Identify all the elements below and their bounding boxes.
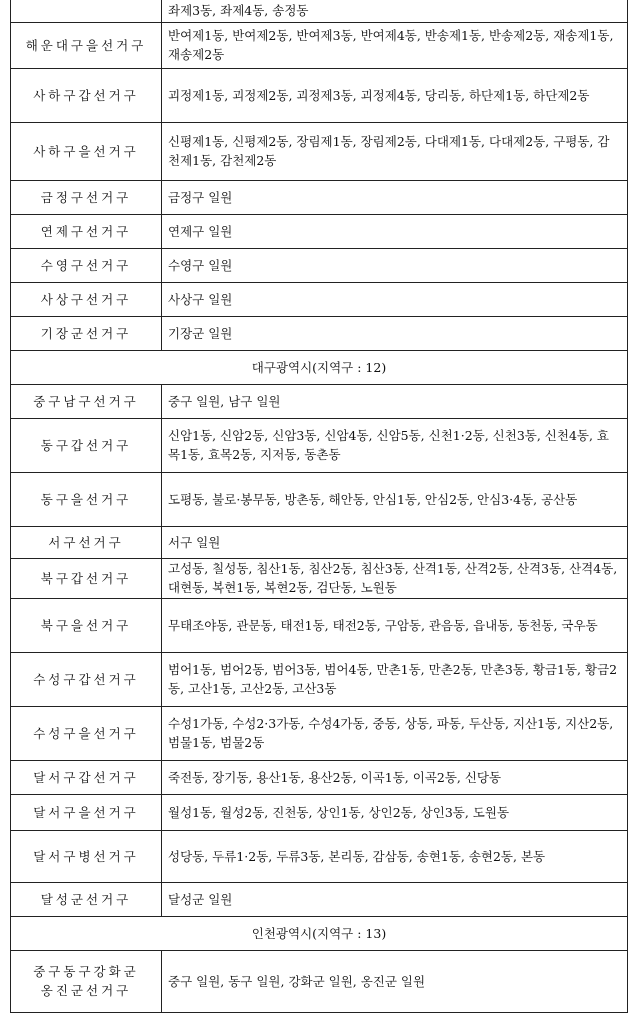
table-row	[11, 598, 628, 652]
table-row	[11, 248, 628, 282]
table-row	[11, 282, 628, 316]
district-area: 신암1동, 신암2동, 신암3동, 신암4동, 신암5동, 신천1·2동, 신천3동, 신천4동, 효목1동, 효목2동, 지저동, 동촌동	[162, 418, 628, 472]
district-area: 좌제3동, 좌제4동, 송정동	[162, 0, 628, 22]
district-area: 죽전동, 장기동, 용산1동, 용산2동, 이곡1동, 이곡2동, 신당동	[162, 760, 628, 794]
table-row	[11, 652, 628, 706]
district-area: 금정구 일원	[162, 180, 628, 214]
district-name: 달서구을선거구	[11, 794, 162, 830]
district-area: 달성군 일원	[162, 882, 628, 916]
section-header-row	[11, 350, 628, 384]
district-area: 기장군 일원	[162, 316, 628, 350]
district-table	[10, 0, 628, 1013]
district-name: 해운대구을선거구	[11, 22, 162, 68]
table-row	[11, 830, 628, 882]
table-row	[11, 526, 628, 558]
table-row	[11, 22, 628, 68]
table-row	[11, 0, 628, 22]
section-header: 인천광역시(지역구 : 13)	[11, 916, 628, 950]
district-area: 성당동, 두류1·2동, 두류3동, 본리동, 감삼동, 송현1동, 송현2동, 본동	[162, 830, 628, 882]
district-name: 동구갑선거구	[11, 418, 162, 472]
district-name: 서구선거구	[11, 526, 162, 558]
district-area: 수영구 일원	[162, 248, 628, 282]
district-area: 도평동, 불로·봉무동, 방촌동, 해안동, 안심1동, 안심2동, 안심3·4동, 공산동	[162, 472, 628, 526]
district-name-line: 중구동구강화군	[33, 964, 139, 979]
table-row	[11, 760, 628, 794]
table-row	[11, 384, 628, 418]
table-row	[11, 68, 628, 122]
table-row	[11, 882, 628, 916]
table-row	[11, 950, 628, 1012]
district-name: 사상구선거구	[11, 282, 162, 316]
district-name: 수영구선거구	[11, 248, 162, 282]
district-name: 동구을선거구	[11, 472, 162, 526]
district-name	[11, 950, 162, 1012]
district-area: 신평제1동, 신평제2동, 장림제1동, 장림제2동, 다대제1동, 다대제2동, 구평동, 감천제1동, 감천제2동	[162, 122, 628, 180]
district-name: 연제구선거구	[11, 214, 162, 248]
district-area: 반여제1동, 반여제2동, 반여제3동, 반여제4동, 반송제1동, 반송제2동, 재송제1동, 재송제2동	[162, 22, 628, 68]
section-header-row	[11, 916, 628, 950]
district-area: 수성1가동, 수성2·3가동, 수성4가동, 중동, 상동, 파동, 두산동, 지산1동, 지산2동, 범물1동, 범물2동	[162, 706, 628, 760]
district-area: 무태조야동, 관문동, 태전1동, 태전2동, 구암동, 관음동, 읍내동, 동천동, 국우동	[162, 598, 628, 652]
district-area: 사상구 일원	[162, 282, 628, 316]
district-name: 북구을선거구	[11, 598, 162, 652]
table-row	[11, 706, 628, 760]
section-header: 대구광역시(지역구 : 12)	[11, 350, 628, 384]
district-name	[11, 0, 162, 22]
district-area: 괴정제1동, 괴정제2동, 괴정제3동, 괴정제4동, 당리동, 하단제1동, 하단제2동	[162, 68, 628, 122]
district-name-line: 옹진군선거구	[40, 983, 132, 998]
table-row	[11, 122, 628, 180]
district-name: 달성군선거구	[11, 882, 162, 916]
district-name: 달서구갑선거구	[11, 760, 162, 794]
district-name: 북구갑선거구	[11, 558, 162, 598]
district-name: 사하구갑선거구	[11, 68, 162, 122]
district-name: 중구남구선거구	[11, 384, 162, 418]
district-area: 연제구 일원	[162, 214, 628, 248]
district-area: 중구 일원, 남구 일원	[162, 384, 628, 418]
table-row	[11, 472, 628, 526]
district-table-body	[11, 0, 628, 1012]
district-area: 중구 일원, 동구 일원, 강화군 일원, 옹진군 일원	[162, 950, 628, 1012]
district-name: 사하구을선거구	[11, 122, 162, 180]
table-row	[11, 558, 628, 598]
district-name: 수성구갑선거구	[11, 652, 162, 706]
table-row	[11, 794, 628, 830]
district-name: 달서구병선거구	[11, 830, 162, 882]
table-row	[11, 214, 628, 248]
district-area: 범어1동, 범어2동, 범어3동, 범어4동, 만촌1동, 만촌2동, 만촌3동, 황금1동, 황금2동, 고산1동, 고산2동, 고산3동	[162, 652, 628, 706]
district-name: 금정구선거구	[11, 180, 162, 214]
district-area: 월성1동, 월성2동, 진천동, 상인1동, 상인2동, 상인3동, 도원동	[162, 794, 628, 830]
district-area: 고성동, 칠성동, 침산1동, 침산2동, 침산3동, 산격1동, 산격2동, 산격3동, 산격4동, 대현동, 복현1동, 복현2동, 검단동, 노원동	[162, 558, 628, 598]
table-row	[11, 418, 628, 472]
district-name: 수성구을선거구	[11, 706, 162, 760]
table-row	[11, 180, 628, 214]
district-area: 서구 일원	[162, 526, 628, 558]
district-name: 기장군선거구	[11, 316, 162, 350]
table-row	[11, 316, 628, 350]
